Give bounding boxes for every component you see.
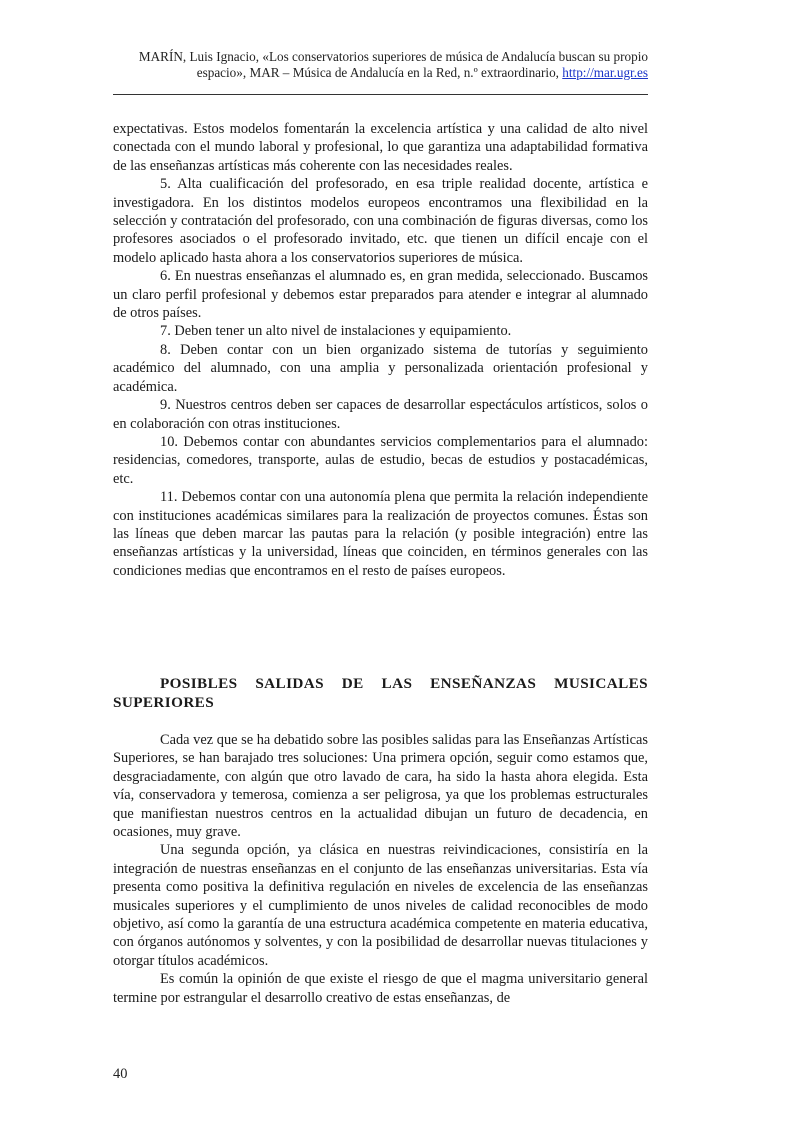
body-paragraph-item-9: 9. Nuestros centros deben ser capaces de desarrollar espectáculos artísticos, solos o en colaboración con otras instituciones. bbox=[113, 397, 648, 432]
section-paragraph: Una segunda opción, ya clásica en nuestras reivindicaciones, consistiría en la integración de nuestras enseñanzas en el conjunto de las enseñanzas universitarias. Esta vía presenta como positiva la definitiva regulación en niveles de excelencia de las enseñanzas musicales superiores y el cumplimiento de unos niveles de calidad reconocibles de modo objetivo, así como la garantía de una estructura académica competente en materia educativa, con órganos autónomos y solventes, y con la posibilidad de desarrollar nuevas titulaciones y otorgar títulos académicos. bbox=[113, 842, 648, 969]
running-header bbox=[113, 49, 648, 80]
section-paragraph: Cada vez que se ha debatido sobre las posibles salidas para las Enseñanzas Artísticas Superiores, se han barajado tres soluciones: Una primera opción, seguir como estamos que, desgraciadamente, con algún que otro lavado de cara, ha sido la hasta ahora elegida. Esta vía, conservadora y temerosa, comienza a ser peligrosa, ya que los problemas estructurales que manifiestan nuestros centros en la actualidad dibujan un futuro de decadencia, en ocasiones, muy grave. bbox=[113, 732, 648, 841]
section-heading: POSIBLES SALIDAS DE LAS ENSEÑANZAS MUSICALES SUPERIORES bbox=[113, 675, 648, 711]
body-paragraph-continued: expectativas. Estos modelos fomentarán la excelencia artística y una calidad de alto nivel conectada con el mundo laboral y profesional, lo que garantiza una adaptabilidad formativa de las enseñanzas artísticas más coherente con las necesidades reales. bbox=[113, 121, 648, 174]
body-paragraph-item-8: 8. Deben contar con un bien organizado sistema de tutorías y seguimiento académico del alumnado, con una amplia y personalizada orientación profesional y académica. bbox=[113, 341, 648, 395]
header-citation: MARÍN, Luis Ignacio, «Los conservatorios superiores de música de Andalucía buscan su propio espacio», MAR – Música de Andalucía en la Red, n.º extraordinario, bbox=[138, 49, 648, 80]
section-text bbox=[113, 731, 648, 1007]
header-link[interactable]: http://mar.ugr.es bbox=[562, 64, 648, 80]
body-text bbox=[113, 120, 648, 580]
header-rule bbox=[113, 94, 648, 95]
body-paragraph-item-10: 10. Debemos contar con abundantes servicios complementarios para el alumnado: residencias, comedores, transporte, aulas de estudio, becas de estudios y postacadémicas, etc. bbox=[113, 433, 648, 487]
body-paragraph-item-11: 11. Debemos contar con una autonomía plena que permita la relación independiente con instituciones académicas similares para la realización de proyectos comunes. Éstas son las líneas que deben marcar las pautas para la relación (y posible integración) entre las enseñanzas artísticas y la universidad, líneas que coinciden, en términos generales con las condiciones medias que encontramos en el resto de países europeos. bbox=[113, 489, 648, 579]
body-paragraph-item-7: 7. Deben tener un alto nivel de instalaciones y equipamiento. bbox=[160, 323, 512, 340]
body-paragraph-item-5: 5. Alta cualificación del profesorado, en esa triple realidad docente, artística e investigadora. En los distintos modelos europeos encontramos una flexibilidad en la selección y contratación del profesorado, con una combinación de figuras diversas, como los profesores asociados o el profesorado invitado, etc. que tienen un difícil encaje con el modelo aplicado hasta ahora a los conservatorios superiores de música. bbox=[113, 176, 648, 266]
body-paragraph-item-6: 6. En nuestras enseñanzas el alumnado es, en gran medida, seleccionado. Buscamos un claro perfil profesional y debemos estar preparados para atender e integrar al alumnado de otros países. bbox=[113, 268, 648, 322]
section-paragraph: Es común la opinión de que existe el riesgo de que el magma universitario general termine por estrangular el desarrollo creativo de estas enseñanzas, de bbox=[113, 971, 648, 1006]
page-number: 40 bbox=[113, 1066, 128, 1082]
